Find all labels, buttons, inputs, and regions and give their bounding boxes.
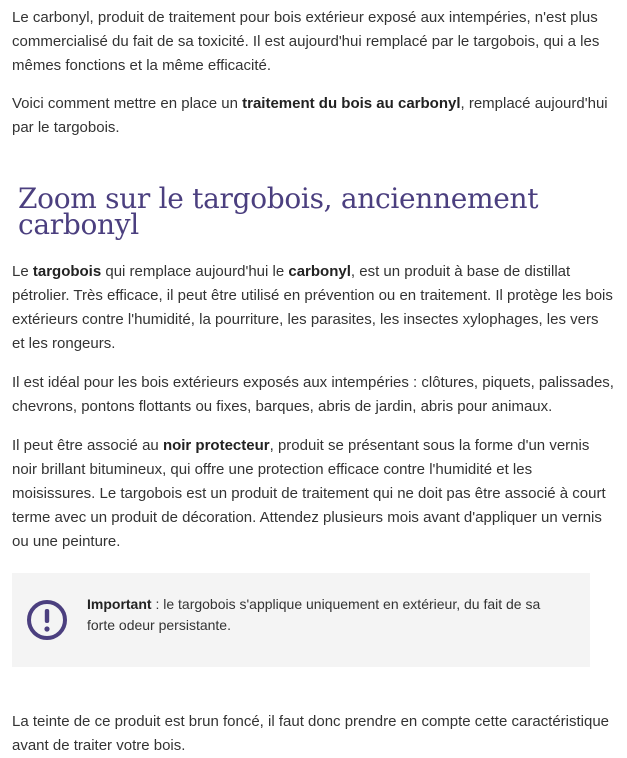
colour-paragraph: La teinte de ce produit est brun foncé, il faut donc prendre en compte cette caractéristique avant de traiter votre bois. bbox=[12, 713, 610, 754]
noir-protecteur-paragraph bbox=[12, 434, 615, 554]
method-text-start: Voici comment mettre en place un bbox=[12, 95, 243, 112]
method-link-text: traitement du bois au carbonyl bbox=[242, 95, 461, 112]
bold-targobois: targobois bbox=[32, 263, 102, 280]
important-notice bbox=[12, 573, 590, 667]
intro-paragraph: Le carbonyl, produit de traitement pour bois extérieur exposé aux intempéries, n'est plus commercialisé du fait de sa toxicité. Il est aujourd'hui remplacé par le targobois, qui a les mêmes fonctions et la même efficacité. bbox=[12, 9, 600, 74]
method-text-end: , remplacé aujourd'hui par le targobois. bbox=[12, 95, 608, 136]
text-segment: , produit se présentant sous la forme d'un vernis noir brillant bitumineux, qui offre une protection efficace contre l'humidité et les moisissures. Le targobois est un produit de traitement qui ne doit pas être associé à court terme avec un produit de décoration. Attendez plusieurs mois avant d'appliquer un vernis ou une peinture. bbox=[12, 437, 606, 550]
text-segment: , est un produit à base de distillat pétrolier. Très efficace, il peut être utilisé en prévention ou en traitement. Il protège les bois extérieurs contre l'humidité, la pourriture, les parasites, les insectes xylophages, les vers et les rongeurs. bbox=[12, 263, 613, 352]
exclamation-circle-icon bbox=[26, 599, 68, 641]
method-paragraph bbox=[12, 92, 615, 140]
text-segment: Le bbox=[12, 263, 33, 280]
text-segment: qui remplace aujourd'hui le bbox=[101, 263, 289, 280]
notice-label: Important bbox=[87, 596, 152, 612]
bold-carbonyl: carbonyl bbox=[288, 263, 351, 280]
targobois-description-paragraph bbox=[12, 260, 615, 356]
section-heading: Zoom sur le targobois, anciennement carbonyl bbox=[18, 182, 539, 241]
text-segment: Il peut être associé au bbox=[12, 437, 163, 454]
notice-message: : le targobois s'applique uniquement en extérieur, du fait de sa forte odeur persistante. bbox=[87, 596, 541, 633]
bold-noir-protecteur: noir protecteur bbox=[162, 437, 270, 454]
notice-text bbox=[87, 594, 567, 636]
usage-paragraph: Il est idéal pour les bois extérieurs exposés aux intempéries : clôtures, piquets, palissades, chevrons, pontons flottants ou fixes, barques, abris de jardin, abris pour animaux. bbox=[12, 374, 614, 415]
